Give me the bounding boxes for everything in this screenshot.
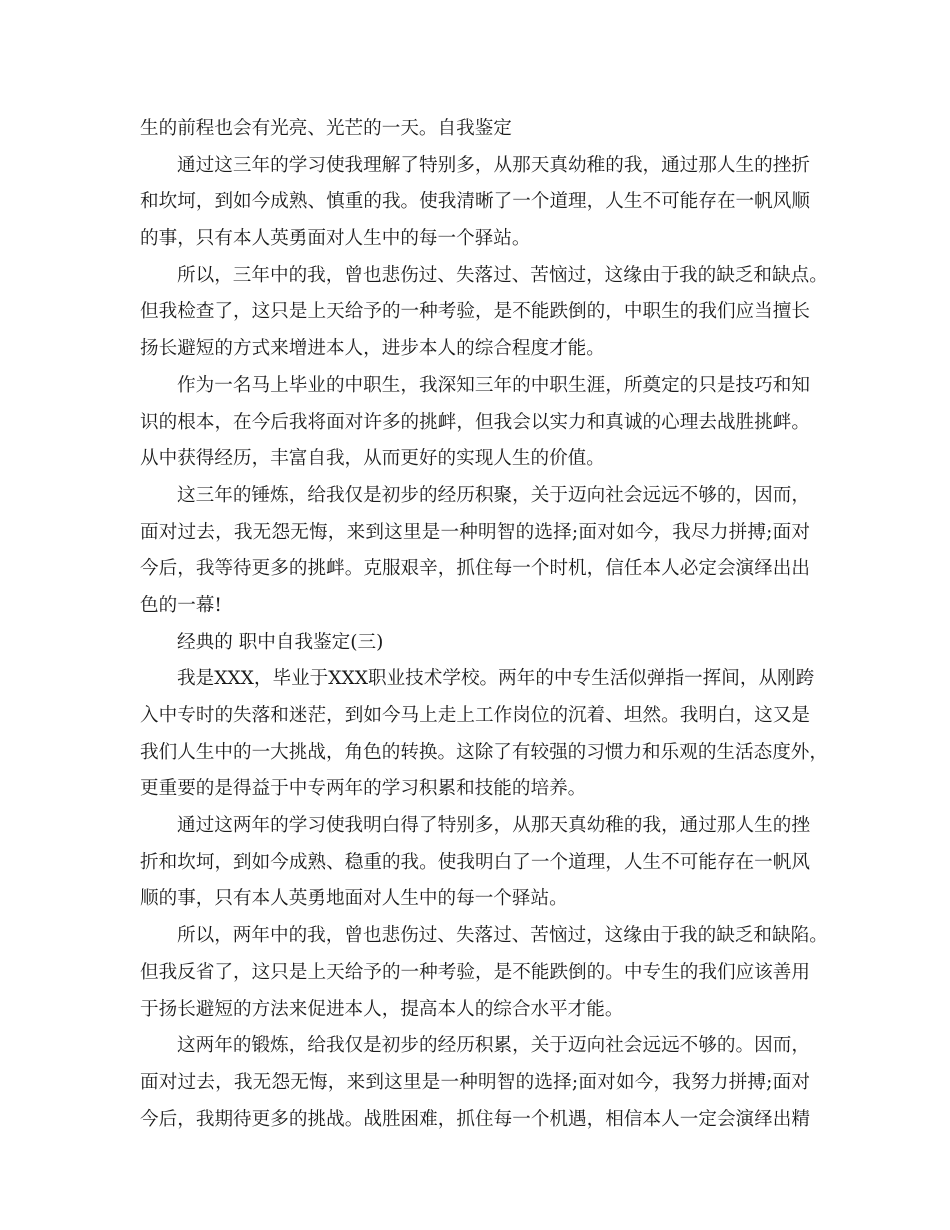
document-body xyxy=(140,111,828,1138)
text-line: 折和坎坷，到如今成熟、稳重的我。使我明白了一个道理，人生不可能存在一帆风 xyxy=(140,851,810,873)
text-line: 我们人生中的一大挑战，角色的转换。这除了有较强的习惯力和乐观的生活态度外， xyxy=(140,741,828,763)
text-line: 作为一名马上毕业的中职生，我深知三年的中职生涯，所奠定的只是技巧和知 xyxy=(177,374,810,396)
text-line: 所以，三年中的我，曾也悲伤过、失落过、苦恼过，这缘由于我的缺乏和缺点。 xyxy=(177,264,828,286)
text-line: 面对过去，我无怨无悔，来到这里是一种明智的选择;面对如今，我尽力拼搏;面对 xyxy=(140,521,810,543)
text-line: 扬长避短的方式来增进本人，进步本人的综合程度才能。 xyxy=(140,338,605,360)
text-line: 这两年的锻炼，给我仅是初步的经历积累，关于迈向社会远远不够的。因而， xyxy=(177,1035,810,1057)
text-line: 通过这三年的学习使我理解了特别多，从那天真幼稚的我，通过那人生的挫折 xyxy=(177,154,810,176)
text-line: 但我检查了，这只是上天给予的一种考验，是不能跌倒的，中职生的我们应当擅长 xyxy=(140,301,810,323)
text-line: 从中获得经历，丰富自我，从而更好的实现人生的价值。 xyxy=(140,448,605,470)
section-heading: 经典的 职中自我鉴定(三) xyxy=(177,631,384,653)
text-line: 色的一幕! xyxy=(140,594,222,616)
text-line: 这三年的锤炼，给我仅是初步的经历积聚，关于迈向社会远远不够的，因而， xyxy=(177,484,810,506)
text-line: 今后，我期待更多的挑战。战胜困难，抓住每一个机遇，相信本人一定会演绎出精 xyxy=(140,1108,810,1130)
text-line: 通过这两年的学习使我明白得了特别多，从那天真幼稚的我，通过那人生的挫 xyxy=(177,815,810,837)
text-line: 所以，两年中的我，曾也悲伤过、失落过、苦恼过，这缘由于我的缺乏和缺陷。 xyxy=(177,925,828,947)
text-line: 顺的事，只有本人英勇地面对人生中的每一个驿站。 xyxy=(140,888,568,910)
text-line: 但我反省了，这只是上天给予的一种考验，是不能跌倒的。中专生的我们应该善用 xyxy=(140,961,810,983)
text-line: 入中专时的失落和迷茫，到如今马上走上工作岗位的沉着、坦然。我明白，这又是 xyxy=(140,705,810,726)
text-line: 识的根本，在今后我将面对许多的挑衅，但我会以实力和真诚的心理去战胜挑衅。 xyxy=(140,411,810,433)
text-line: 的事，只有本人英勇面对人生中的每一个驿站。 xyxy=(140,228,531,250)
text-line: 面对过去，我无怨无悔，来到这里是一种明智的选择;面对如今，我努力拼搏;面对 xyxy=(140,1071,810,1093)
text-line: 今后，我等待更多的挑衅。克服艰辛，抓住每一个时机，信任本人必定会演绎出出 xyxy=(140,558,810,580)
text-line: 我是XXX，毕业于XXX职业技术学校。两年的中专生活似弹指一挥间，从刚跨 xyxy=(177,668,815,690)
text-line: 和坎坷，到如今成熟、慎重的我。使我清晰了一个道理，人生不可能存在一帆风顺 xyxy=(140,191,810,213)
text-line: 生的前程也会有光亮、光芒的一天。自我鉴定 xyxy=(140,118,512,139)
text-line: 于扬长避短的方法来促进本人，提高本人的综合水平才能。 xyxy=(140,998,624,1020)
text-line: 更重要的是得益于中专两年的学习积累和技能的培养。 xyxy=(140,778,587,800)
